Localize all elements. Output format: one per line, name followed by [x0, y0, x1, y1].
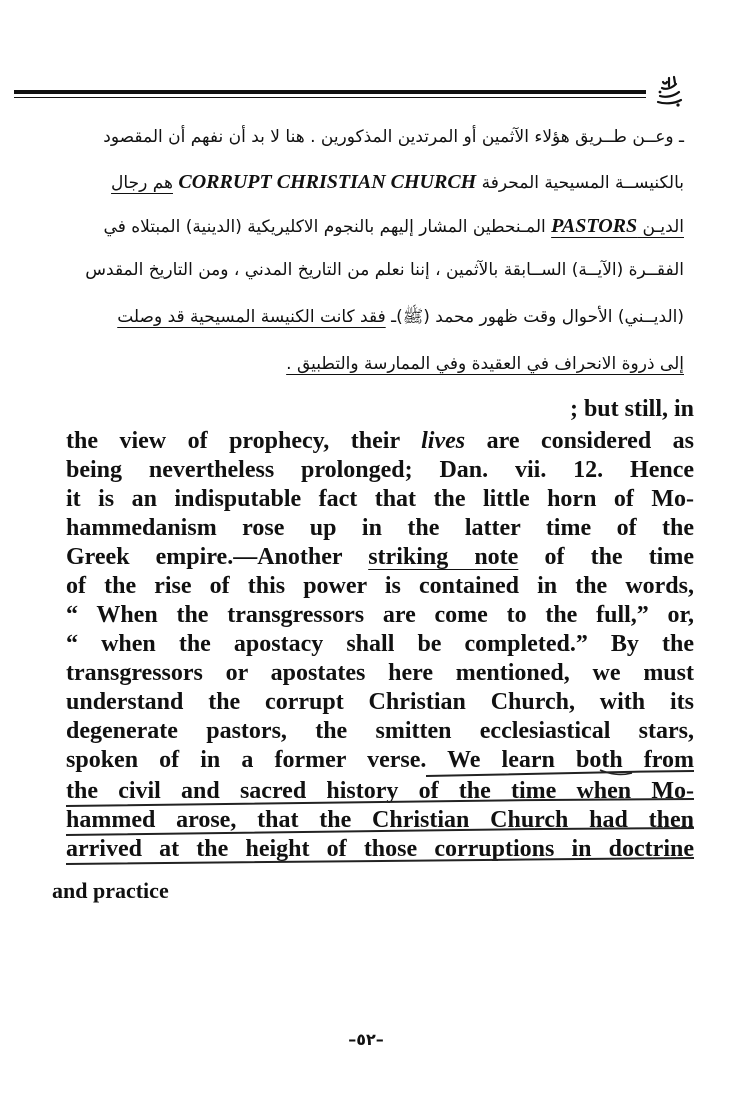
- english-line-15: hammed arose, that the Christian Church had then: [66, 807, 694, 833]
- english-line-10: transgressors or apostates here mentioned, we must: [66, 660, 694, 686]
- english-line-14: the civil and sacred history of the time when Mo-: [66, 778, 694, 804]
- arabic-line-3-start: [551, 217, 684, 237]
- arabic-line-6-underlined: إلى ذروة الانحراف في العقيدة وفي الممارسة والتطبيق .: [286, 354, 684, 374]
- arabic-line-2: [44, 172, 684, 193]
- english-line-16: arrived at the height of those corruptions in doctrine: [66, 836, 694, 862]
- english-line-2: [66, 427, 694, 455]
- arabic-line-3: [44, 216, 684, 237]
- english-line-2-end: are considered as: [465, 428, 694, 454]
- english-line-9: “ when the apostacy shall be completed.” By the: [66, 631, 694, 657]
- arabic-line-5: [44, 307, 684, 327]
- english-line-2-start: the view of prophecy, their: [66, 428, 422, 454]
- arabic-line-6: [44, 354, 684, 374]
- arabic-line-2-end: هم رجال: [111, 173, 173, 193]
- arabic-line-4: الفقــرة (الآيــة) الســابقة بالآثمين ، إننا نعلم من التاريخ المدني ، ومن التاريخ المقدس: [85, 260, 684, 280]
- arabic-line-2-text: بالكنيســة المسيحية المحرفة: [481, 173, 684, 193]
- corrupt-christian-church-term: CORRUPT CHRISTIAN CHURCH: [178, 171, 477, 193]
- header-rule-thin: [14, 97, 646, 98]
- striking-note-underlined: striking note: [368, 544, 519, 570]
- page-number: –٥٢–: [348, 1030, 384, 1049]
- english-line-13: spoken of in a former verse. We learn both from: [66, 747, 694, 773]
- english-line-6-start: Greek empire.—Another: [66, 544, 369, 570]
- header-rule-thick: [14, 90, 646, 94]
- english-line-6: [66, 543, 694, 571]
- english-line-6-end: of the time: [518, 544, 694, 570]
- english-line-1: ; but still, in: [569, 396, 694, 422]
- english-line-7: of the rise of this power is contained in the words,: [66, 573, 694, 599]
- english-line-12: degenerate pastors, the smitten ecclesiastical stars,: [66, 718, 694, 744]
- arabic-line-1: ـ وعــن طــريق هؤلاء الآثمين أو المرتدين المذكورين . هنا لا بد أن نفهم أن المقصود: [103, 127, 684, 147]
- english-line-4: it is an indisputable fact that the little horn of Mo-: [66, 486, 694, 512]
- arabic-line-3-word: الديـن: [642, 217, 684, 237]
- arabic-line-5-underlined: فقد كانت الكنيسة المسيحية قد وصلت: [117, 307, 386, 327]
- lives-italic: lives: [421, 428, 466, 454]
- arabic-line-3-text: المـنحطين المشار إليهم بالنجوم الاكليريكية (الدينية) المبتلاه في: [103, 217, 546, 237]
- english-line-5: hammedanism rose up in the latter time of the: [66, 515, 694, 541]
- english-line-3: being nevertheless prolonged; Dan. vii. 12. Hence: [66, 457, 694, 483]
- calligraphy-seal-icon: [654, 74, 684, 108]
- english-line-11: understand the corrupt Christian Church, with its: [66, 689, 694, 715]
- pastors-term: PASTORS: [551, 215, 638, 237]
- arabic-line-5-text: (الديــني) الأحوال وقت ظهور محمد (ﷺ)ـ: [391, 307, 684, 327]
- english-line-17: and practice: [52, 878, 169, 903]
- english-line-8: “ When the transgressors are come to the full,” or,: [66, 602, 694, 628]
